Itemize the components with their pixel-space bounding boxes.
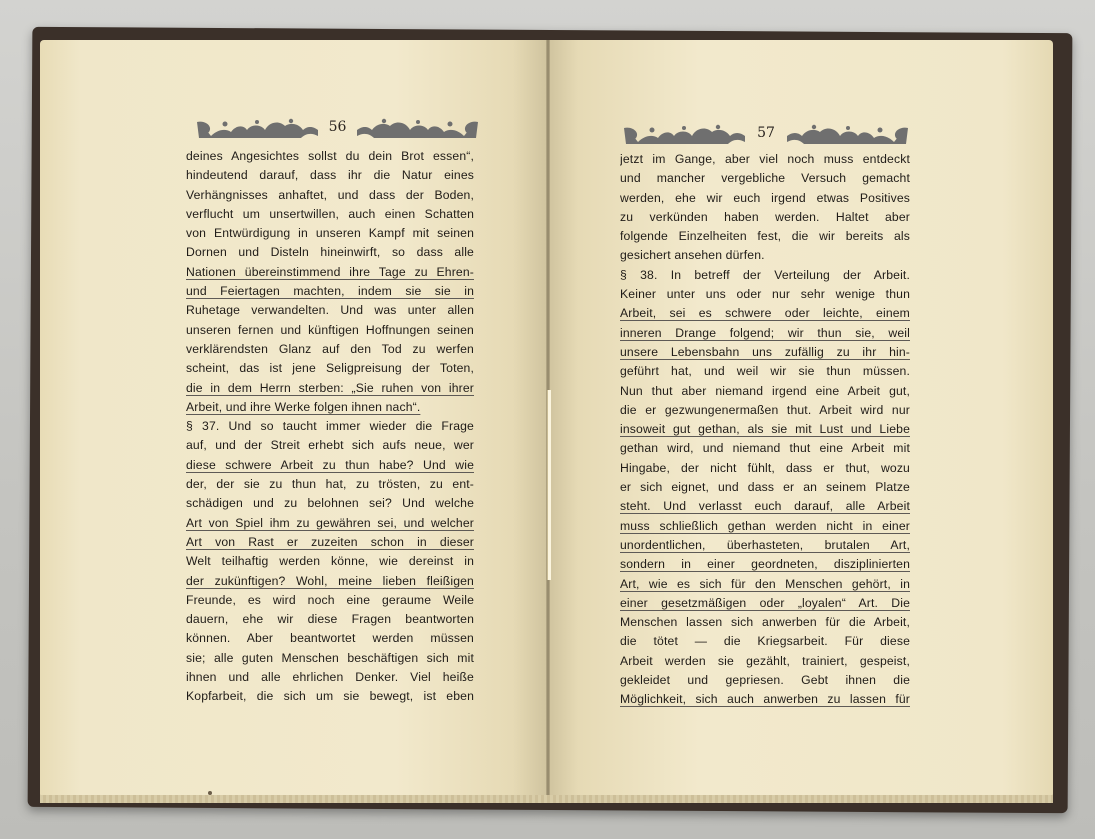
text-line: unseren fernen und künftigen Hoffnungen seinen (186, 322, 474, 337)
text-line: Welt teilhaftig werden könne, wie dereinst in (186, 554, 474, 569)
text-line: schädigen und zu belohnen sei? Und welche (186, 496, 474, 511)
text-line: er sich eignet, und dass er an seinem Platze (620, 480, 910, 495)
text-line: die tötet — die Kriegsarbeit. Für diese (620, 634, 910, 649)
text-line: muss schließlich gethan werden nicht in einer (620, 518, 910, 533)
text-line: ihnen und alle ehrlichen Denker. Viel heiße (186, 670, 474, 685)
ornament-right-icon (785, 122, 910, 148)
text-line: Verhängnisses anhaftet, und dass der Boden, (186, 187, 474, 202)
text-line: dauern, ehe wir diese Fragen beantworten (186, 612, 474, 627)
text-line: Hingabe, der nicht fühlt, dass er thut, wozu (620, 460, 910, 475)
text-line: die in dem Herrn sterben: „Sie ruhen von ihrer (186, 380, 474, 395)
text-line: von Entwürdigung in unseren Kampf mit seinen (186, 226, 474, 241)
binding-stitch (547, 390, 551, 580)
text-line: unsere Lebensbahn uns zufällig zu ihr hin- (620, 344, 910, 359)
text-line: § 37. Und so taucht immer wieder die Frage (186, 419, 474, 434)
text-line: Keiner unter uns oder nur sehr wenige thun (620, 287, 910, 302)
text-line: sie; alle guten Menschen beschäftigen sich mit (186, 650, 474, 665)
text-line: sondern in einer geordneten, disziplinierten (620, 557, 910, 572)
text-line: deines Angesichtes sollst du dein Brot essen“, (186, 149, 474, 163)
text-line: scheint, das ist jene Seligpreisung der Toten, (186, 361, 474, 376)
text-line: und mancher vergebliche Versuch gemacht (620, 171, 910, 186)
text-line: können. Aber beantwortet werden müssen (186, 631, 474, 646)
text-line: Art von Rast er zuzeiten schon in dieser (186, 534, 474, 549)
text-line: jetzt im Gange, aber viel noch muss entdeckt (620, 152, 910, 166)
text-line: diese schwere Arbeit zu thun habe? Und wie (186, 457, 474, 472)
text-line: Freunde, es wird noch eine geraume Weile (186, 592, 474, 607)
text-line: werden, ehe wir euch irgend etwas Positives (620, 190, 910, 205)
page-number: 56 (328, 119, 347, 135)
ink-speck (208, 791, 212, 795)
text-line: Arbeit werden sie gezählt, trainiert, gespeist, (620, 653, 910, 668)
text-line: Arbeit, sei es schwere oder leichte, einem (620, 306, 910, 321)
text-line: Arbeit, und ihre Werke folgen ihnen nach“. (186, 399, 421, 414)
text-line: Nun thut aber niemand irgend eine Arbeit gut, (620, 383, 910, 398)
left-page-text (186, 147, 474, 707)
text-line: steht. Und verlasst euch darauf, alle Arbeit (620, 499, 910, 514)
left-page-header (195, 116, 480, 142)
text-line: inneren Drange folgend; wir thun sie, weil (620, 325, 910, 340)
text-line: Dornen und Disteln hineinwirft, so dass alle (186, 245, 474, 260)
text-line: und Feiertagen machten, indem sie sie in (186, 284, 474, 299)
text-line: der, der sie zu thun hat, zu trösten, zu ent- (186, 477, 474, 492)
text-line: Ruhetage verwandelten. Und was unter allen (186, 303, 474, 318)
text-line: der zukünftigen? Wohl, meine lieben fleißigen (186, 573, 474, 588)
text-line: gethan wird, und niemand thut eine Arbeit mit (620, 441, 910, 456)
text-line: verflucht um unsertwillen, auch einen Schatten (186, 206, 474, 221)
text-line: einer gesetzmäßigen oder „loyalen“ Art. Die (620, 595, 910, 610)
text-line: Art von Spiel ihm zu gewähren sei, und welcher (186, 515, 474, 530)
text-line: zu verkünden haben werden. Haltet aber (620, 209, 910, 224)
text-line: geführt hat, und weil wir sie thun müssen. (620, 364, 910, 379)
text-line: Nationen übereinstimmend ihre Tage zu Ehren- (186, 264, 474, 279)
text-line: Kopfarbeit, die sich um sie bewegt, ist eben (186, 689, 474, 704)
text-line: Art, wie es sich für den Menschen gehört, in (620, 576, 910, 591)
text-line: Möglichkeit, sich auch anwerben zu lassen für (620, 692, 910, 707)
text-line: hindeutend darauf, dass ihr die Natur eines (186, 168, 474, 183)
right-page-header (622, 122, 910, 148)
text-line: gesichert ansehen dürfen. (620, 248, 765, 263)
text-line: Menschen lassen sich anwerben für die Arbeit, (620, 615, 910, 630)
text-line: insoweit gut gethan, als sie mit Lust und Liebe (620, 422, 910, 437)
text-line: folgende Einzelheiten fest, die wir bereits als (620, 229, 910, 244)
text-line: gekleidet und gepriesen. Gebt ihnen die (620, 673, 910, 688)
page-number: 57 (757, 125, 775, 141)
ornament-right-icon (355, 116, 480, 142)
right-page-text (620, 150, 910, 710)
text-line: die er gezwungenermaßen thut. Arbeit wird nur (620, 402, 910, 417)
text-line: § 38. In betreff der Verteilung der Arbeit. (620, 267, 910, 282)
text-line: verklärendsten Glanz auf den Tod zu werfen (186, 341, 474, 356)
page-edges (40, 795, 1053, 803)
text-line: unordentlichen, überhasteten, brutalen Art, (620, 537, 910, 552)
text-line: auf, und der Streit erhebt sich aufs neue, wer (186, 438, 474, 453)
